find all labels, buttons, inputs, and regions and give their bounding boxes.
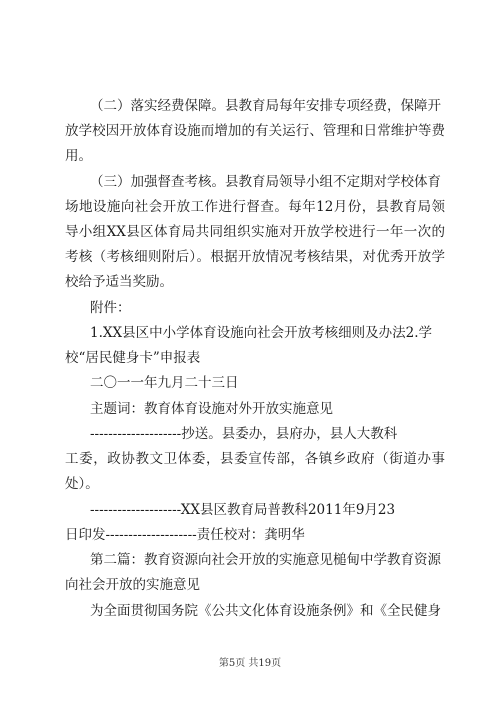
issuer-line: 日印发--------------------责任校对：龚明华 (65, 527, 305, 543)
attachment-item: 1.XX县区中小学体育设施向社会开放考核细则及办法2.学 (90, 325, 432, 341)
para-line: 导小组XX县区体育局共同组织实施对开放学校进行一年一次的 (65, 224, 445, 240)
para-line: 为全面贯彻国务院《公共文化体育设施条例》和《全民健身 (90, 603, 441, 619)
para-line: 场地设施向社会开放工作进行督查。每年12月份，县教育局领 (65, 199, 445, 215)
section-title: 向社会开放的实施意见 (65, 577, 200, 593)
para-line: （二）落实经费保障。县教育局每年安排专项经费，保障开 (90, 98, 441, 114)
cc-line: 处）。 (65, 476, 99, 492)
attachment-heading: 附件： (90, 300, 131, 316)
cc-line: --------------------抄送。县委办，县府办，县人大教科 (90, 426, 398, 442)
issuer-line: --------------------XX县区教育局普教科2011年9月23 (90, 502, 396, 518)
section-title: 第二篇：教育资源向社会开放的实施意见槌甸中学教育资源 (90, 552, 441, 568)
para-line: 用。 (65, 148, 92, 164)
para-line: 考核（考核细则附后）。根据开放情况考核结果，对优秀开放学 (65, 249, 445, 265)
subject-line: 主题词：教育体育设施对外开放实施意见 (90, 401, 333, 417)
date-line: 二〇一一年九月二十三日 (90, 375, 239, 391)
para-line: 校给予适当奖励。 (65, 274, 173, 290)
page-number: 第5页 共19页 (218, 658, 282, 669)
attachment-item: 校“居民健身卡”申报表 (65, 350, 201, 366)
para-line: （三）加强督查考核。县教育局领导小组不定期对学校体育 (90, 174, 441, 190)
para-line: 放学校因开放体育设施而增加的有关运行、管理和日常维护等费 (65, 123, 445, 139)
cc-line: 工委，政协教文卫体委，县委宣传部，各镇乡政府（街道办事 (65, 451, 445, 467)
